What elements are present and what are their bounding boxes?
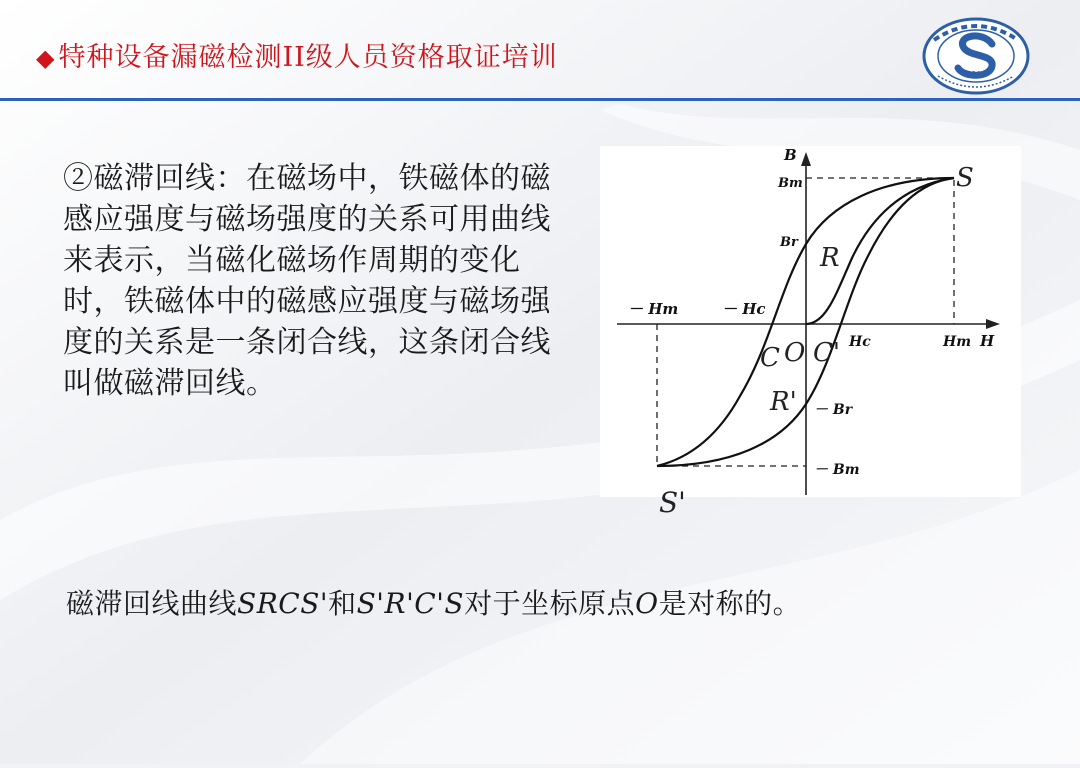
label-C-prime: C' <box>813 338 841 368</box>
label-neg-Hc: － Hc <box>722 300 766 318</box>
header-divider <box>0 98 1080 101</box>
title-row <box>36 44 558 71</box>
slide-title: 特种设备漏磁检测II级人员资格取证培训 <box>58 42 558 73</box>
label-Bm: Bm <box>778 176 803 191</box>
note-mid: 对于坐标原点 <box>464 587 636 620</box>
symmetry-note <box>66 582 801 622</box>
label-S: S <box>956 163 974 193</box>
note-curve-1: SRCS' <box>237 587 329 620</box>
university-seal-logo <box>916 16 1036 96</box>
label-Br: Br <box>780 235 798 250</box>
diamond-bullet-icon: ◆ <box>36 43 55 72</box>
h-axis-arrow-icon <box>986 319 1000 329</box>
note-curve-2: S'R'C'S <box>356 587 465 620</box>
hysteresis-loop-diagram <box>600 146 1021 497</box>
note-suffix: 是对称的。 <box>658 587 802 620</box>
label-O: O <box>784 338 806 368</box>
note-origin: O <box>635 587 659 620</box>
slide-header <box>0 0 1080 104</box>
logo-year: 1949 <box>967 70 985 78</box>
note-and: 和 <box>328 587 357 620</box>
note-prefix: 磁滞回线曲线 <box>66 587 238 620</box>
label-R-prime: R' <box>770 387 797 417</box>
label-Hc: Hc <box>849 334 871 350</box>
label-Hm: Hm <box>943 334 972 350</box>
b-axis-arrow-icon <box>801 152 811 166</box>
label-neg-Bm: － Bm <box>814 462 860 478</box>
label-neg-Hm: － Hm <box>628 300 679 318</box>
label-H: H <box>980 332 995 350</box>
label-neg-Br: － Br <box>814 402 853 418</box>
label-R: R <box>820 243 840 273</box>
label-S-prime: S' <box>659 486 686 519</box>
label-B: B <box>784 146 797 164</box>
hysteresis-description: ②磁滞回线：在磁场中，铁磁体的磁感应强度与磁场强度的关系可用曲线来表示，当磁化磁场作周期的变化时，铁磁体中的磁感应强度与磁场强度的关系是一条闭合线，这条闭合线叫做磁滞回线。 <box>63 161 551 401</box>
label-C: C <box>760 343 780 373</box>
